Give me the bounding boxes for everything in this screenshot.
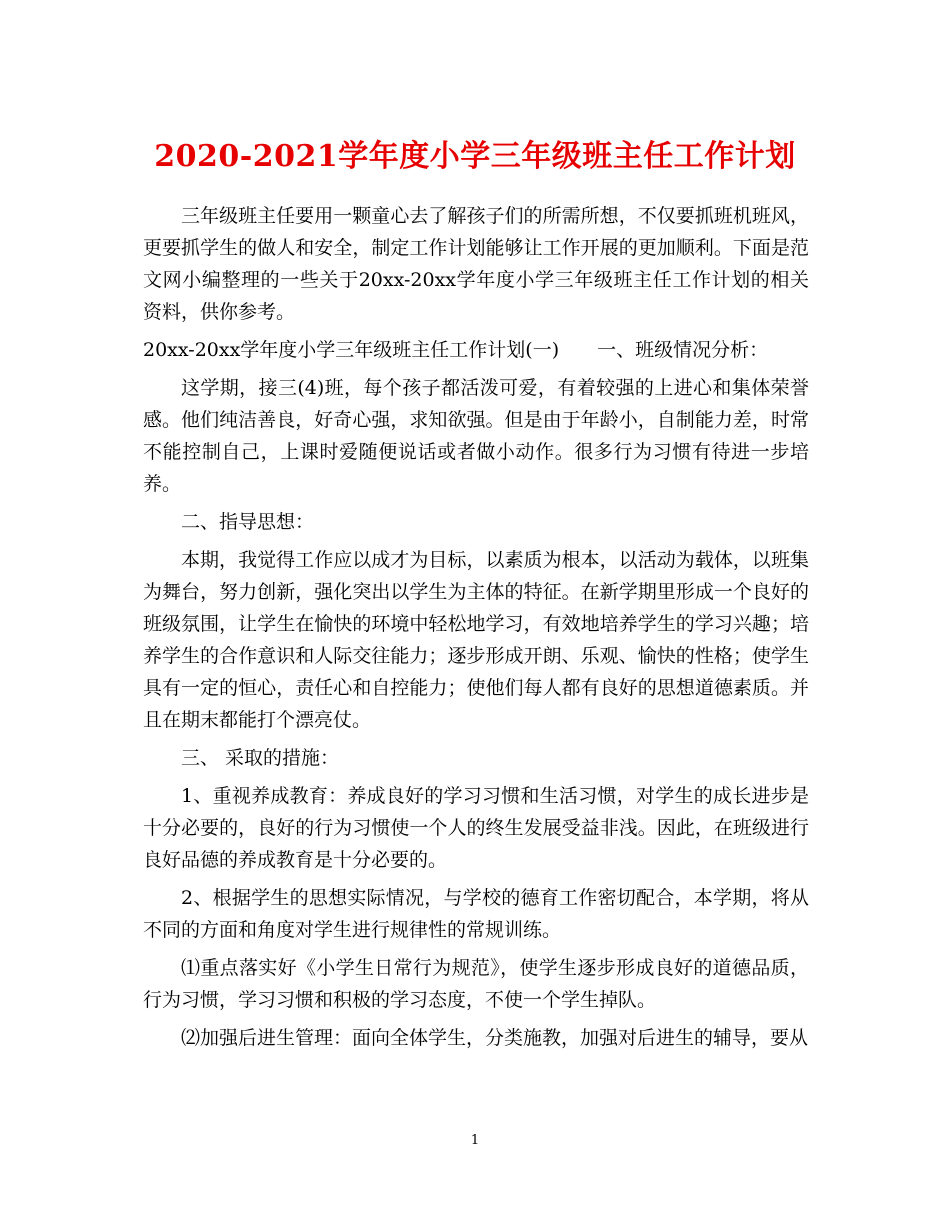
paragraph-intro: 三年级班主任要用一颗童心去了解孩子们的所需所想，不仅要抓班机班风，更要抓学生的做人和安全，制定工作计划能够让工作开展的更加顺利。下面是范文网小编整理的一些关于20xx-20xx学年度小学三年级班主任工作计划的相关资料，供你参考。 [143,205,809,323]
paragraph-measure-2-2: ⑵加强后进生管理：面向全体学生，分类施教，加强对后进生的辅导，要从 [181,1027,809,1049]
paragraph-measure-1: 1、重视养成教育：养成良好的学习习惯和生活习惯，对学生的成长进步是十分必要的，良好的行为习惯使一个人的终生发展受益非浅。因此，在班级进行良好品德的养成教育是十分必要的。 [143,785,809,871]
paragraph-guiding-thought: 本期，我觉得工作应以成才为目标，以素质为根本，以活动为载体，以班集为舞台，努力创新，强化突出以学生为主体的特征。在新学期里形成一个良好的班级氛围，让学生在愉快的环境中轻松地学习，有效地培养学生的学习兴趣；培养学生的合作意识和人际交往能力；逐步形成开朗、乐观、愉快的性格；使学生具有一定的恒心，责任心和自控能力；使他们每人都有良好的思想道德素质。并且在期末都能打个漂亮仗。 [143,549,809,731]
document-title: 2020-2021学年度小学三年级班主任工作计划 [154,139,796,174]
paragraph-section-heading: 20xx-20xx学年度小学三年级班主任工作计划(一) 一、班级情况分析： [143,339,769,361]
paragraph-class-analysis: 这学期，接三(4)班，每个孩子都活泼可爱，有着较强的上进心和集体荣誉感。他们纯洁善良，好奇心强，求知欲强。但是由于年龄小，自制能力差，时常不能控制自己，上课时爱随便说话或者做小动作。很多行为习惯有待进一步培养。 [143,377,809,495]
paragraph-heading-guiding-thought: 二、指导思想： [181,511,315,533]
page-number: 1 [470,1133,480,1148]
paragraph-measure-2-1: ⑴重点落实好《小学生日常行为规范》，使学生逐步形成良好的道德品质，行为习惯，学习习惯和积极的学习态度，不使一个学生掉队。 [143,957,809,1011]
document-body [143,200,809,1060]
paragraph-measure-2: 2、根据学生的思想实际情况，与学校的德育工作密切配合，本学期，将从不同的方面和角度对学生进行规律性的常规训练。 [143,887,809,941]
paragraph-heading-measures: 三、 采取的措施： [181,747,340,769]
